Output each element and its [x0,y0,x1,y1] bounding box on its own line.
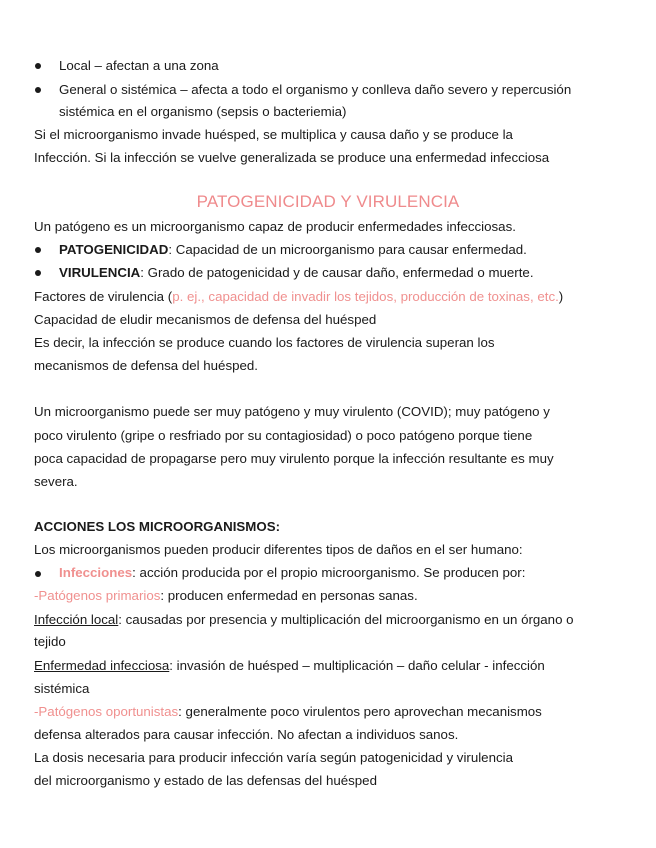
term-text: : Grado de patogenicidad y de causar daño, enfermedad o muerte. [140,265,534,280]
factores-highlight: p. ej., capacidad de invadir los tejidos, producción de toxinas, etc. [172,289,559,304]
term-text: : Capacidad de un microorganismo para causar enfermedad. [168,242,527,257]
bullet-local: Local – afectan a una zona [59,58,219,73]
term-label: -Patógenos primarios [34,588,161,603]
paragraph-line: tejido [34,634,66,649]
primarios-line [34,588,418,604]
term-label: Enfermedad infecciosa [34,658,170,673]
bullet-icon [35,63,41,69]
paragraph-line: mecanismos de defensa del huésped. [34,358,258,373]
factores-suffix: ) [558,289,564,304]
term-label: -Patógenos oportunistas [34,704,179,719]
infeccion-local-line [34,612,574,628]
paragraph-line: Si el microorganismo invade huésped, se multiplica y causa daño y se produce la [34,127,513,142]
paragraph-line: poca capacidad de propagarse pero muy virulento porque la infección resultante es muy [34,451,554,466]
infecciones-item [59,565,525,581]
acciones-heading: ACCIONES LOS MICROORGANISMOS: [34,519,280,534]
definition-text: Un patógeno es un microorganismo capaz de producir enfermedades infecciosas. [34,219,516,234]
term-text: : producen enfermedad en personas sanas. [160,588,418,603]
bullet-icon [35,247,41,253]
term-text: : acción producida por el propio microorganismo. Se producen por: [132,565,526,580]
factores-line [34,289,563,305]
bullet-icon [35,87,41,93]
bullet-general: General o sistémica – afecta a todo el organismo y conlleva daño severo y repercusión [59,82,572,97]
term-text: : generalmente poco virulentos pero aprovechan mecanismos [178,704,542,719]
paragraph-line: defensa alterados para causar infección. No afectan a individuos sanos. [34,727,459,742]
section-title: PATOGENICIDAD Y VIRULENCIA [196,192,460,211]
term-text: : invasión de huésped – multiplicación – daño celular - infección [169,658,545,673]
paragraph-line: Infección. Si la infección se vuelve generalizada se produce una enfermedad infecciosa [34,150,550,165]
paragraph-line: Es decir, la infección se produce cuando los factores de virulencia superan los [34,335,495,350]
paragraph-line: sistémica [34,681,90,696]
virulencia-item [59,265,534,281]
term-text: : causadas por presencia y multiplicación del microorganismo en un órgano o [118,612,574,627]
acciones-intro: Los microorganismos pueden producir diferentes tipos de daños en el ser humano: [34,542,523,557]
bullet-general-cont: sistémica en el organismo (sepsis o bacteriemia) [59,104,347,119]
paragraph-line: poco virulento (gripe o resfriado por su contagiosidad) o poco patógeno porque tiene [34,428,533,443]
term-label: Infecciones [59,565,133,580]
term-label: PATOGENICIDAD [59,242,169,257]
paragraph-line: La dosis necesaria para producir infección varía según patogenicidad y virulencia [34,750,513,765]
enfermedad-line [34,658,545,674]
paragraph-line: severa. [34,474,78,489]
term-label: VIRULENCIA [59,265,141,280]
term-label: Infección local [34,612,119,627]
patogenicidad-item [59,242,527,258]
bullet-icon [35,270,41,276]
paragraph-line: del microorganismo y estado de las defensas del huésped [34,773,377,788]
factores-prefix: Factores de virulencia ( [34,289,173,304]
paragraph-line: Un microorganismo puede ser muy patógeno y muy virulento (COVID); muy patógeno y [34,404,550,419]
bullet-icon [35,571,41,577]
oportunistas-line [34,704,542,720]
paragraph-line: Capacidad de eludir mecanismos de defensa del huésped [34,312,377,327]
